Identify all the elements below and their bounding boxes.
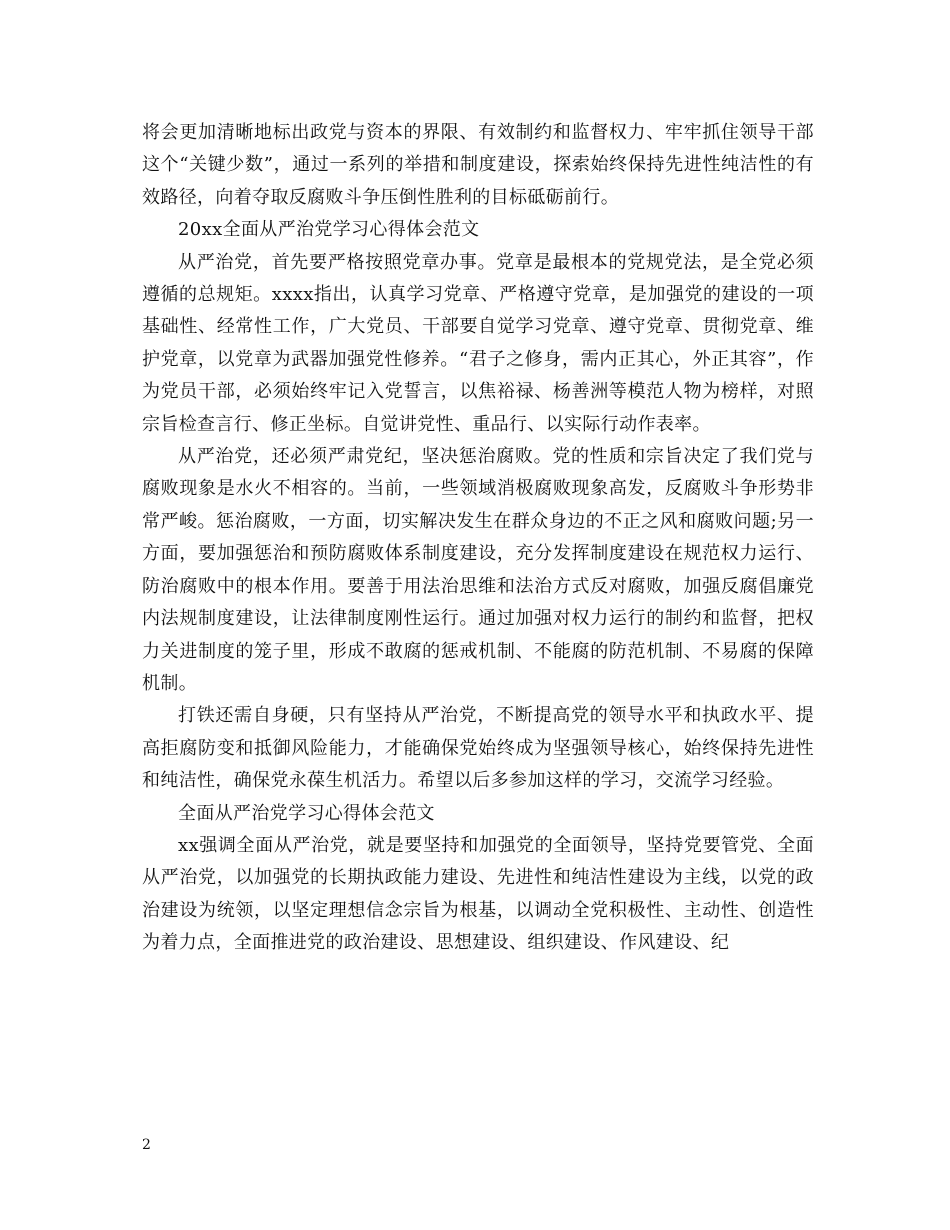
document-body — [142, 117, 814, 960]
paragraph-party-constitution: 从严治党，首先要严格按照党章办事。党章是最根本的党规党法，是全党必须遵循的总规矩。xxxx指出，认真学习党章、严格遵守党章，是加强党的建设的一项基础性、经常性工作，广大党员、干部要自觉学习党章、遵守党章、贯彻党章、维护党章，以党章为武器加强党性修养。“君子之修身，需内正其心，外正其容”，作为党员干部，必须始终牢记入党誓言，以焦裕禄、杨善洲等模范人物为榜样，对照宗旨检查言行、修正坐标。自觉讲党性、重品行、以实际行动作表率。 — [142, 251, 814, 435]
section-heading-2: 全面从严治党学习心得体会范文 — [178, 802, 435, 824]
paragraph-self-discipline: 打铁还需自身硬，只有坚持从严治党，不断提高党的领导水平和执政水平、提高拒腐防变和抵御风险能力，才能确保党始终成为坚强领导核心，始终保持先进性和纯洁性，确保党永葆生机活力。希望以后多参加这样的学习，交流学习经验。 — [142, 705, 814, 792]
paragraph-leadership: xx强调全面从严治党，就是要坚持和加强党的全面领导，坚持党要管党、全面从严治党，以加强党的长期执政能力建设、先进性和纯洁性建设为主线，以党的政治建设为统领，以坚定理想信念宗旨为根基，以调动全党积极性、主动性、创造性为着力点，全面推进党的政治建设、思想建设、组织建设、作风建设、纪 — [142, 834, 814, 954]
paragraph-continuation: 将会更加清晰地标出政党与资本的界限、有效制约和监督权力、牢牢抓住领导干部这个“关键少数”，通过一系列的举措和制度建设，探索始终保持先进性纯洁性的有效路径，向着夺取反腐败斗争压倒性胜利的目标砥砺前行。 — [142, 122, 814, 208]
page-number: 2 — [142, 1137, 151, 1153]
paragraph-discipline: 从严治党，还必须严肃党纪，坚决惩治腐败。党的性质和宗旨决定了我们党与腐败现象是水火不相容的。当前，一些领域消极腐败现象高发，反腐败斗争形势非常严峻。惩治腐败，一方面，切实解决发生在群众身边的不正之风和腐败问题;另一方面，要加强惩治和预防腐败体系制度建设，充分发挥制度建设在规范权力运行、防治腐败中的根本作用。要善于用法治思维和法治方式反对腐败，加强反腐倡廉党内法规制度建设，让法律制度刚性运行。通过加强对权力运行的制约和监督，把权力关进制度的笼子里，形成不敢腐的惩戒机制、不能腐的防范机制、不易腐的保障机制。 — [142, 446, 814, 694]
section-heading-1: 20xx全面从严治党学习心得体会范文 — [178, 219, 480, 241]
